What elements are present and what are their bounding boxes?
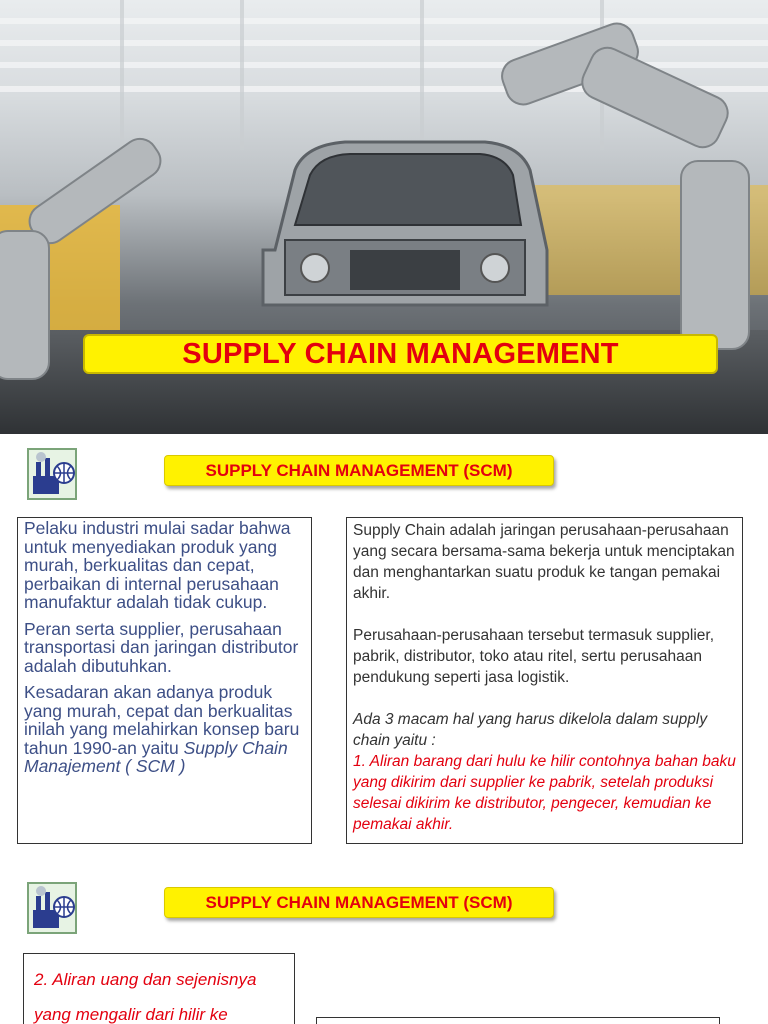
paragraph [24, 683, 305, 776]
list-item: 2. Aliran uang dan sejenisnya yang mengalir dari hilir ke [34, 970, 257, 1024]
ceiling-rail [240, 0, 244, 150]
paragraph-text: Kesadaran akan adanya produk yang murah, cepat dan berkualitas inilah yang melahirkan konsep baru tahun 1990-an yaitu [24, 682, 300, 758]
ceiling-rail [420, 0, 424, 150]
factory-photo [0, 0, 768, 434]
robot-base-right [680, 160, 750, 350]
scm-term: Supply Chain Manajement ( SCM ) [24, 737, 288, 776]
section-header [164, 455, 554, 486]
ceiling-beam [0, 40, 768, 46]
car-body-frame [255, 130, 555, 320]
list-item: 1. Aliran barang dari hulu ke hilir contohnya bahan baku yang dikirim dari supplier ke pabrik, setelah produksi selesai dikirim ke distributor, pengecer, kemudian ke pemakai akhir. [353, 753, 736, 833]
slide-title: SUPPLY CHAIN MANAGEMENT [182, 337, 619, 370]
factory-globe-icon [27, 448, 77, 500]
section-header [164, 887, 554, 918]
ceiling-beam [0, 18, 768, 24]
section-header-text: SUPPLY CHAIN MANAGEMENT (SCM) [205, 460, 513, 480]
right-text-box [346, 517, 743, 844]
right-text-box-2 [316, 1017, 720, 1024]
paragraph: Ada 3 macam hal yang harus dikelola dalam supply chain yaitu : [353, 711, 708, 749]
robot-base-left [0, 230, 50, 380]
section-header-text: SUPPLY CHAIN MANAGEMENT (SCM) [205, 892, 513, 912]
left-text-box [17, 517, 312, 844]
ceiling-rail [120, 0, 124, 150]
paragraph: Supply Chain adalah jaringan perusahaan-perusahaan yang secara bersama-sama bekerja untuk menciptakan dan menghantarkan suatu produk ke tangan pemakai akhir. [353, 522, 735, 602]
paragraph: Peran serta supplier, perusahaan transportasi dan jaringan distributor adalah dibutuhkan. [24, 618, 299, 676]
paragraph: Pelaku industri mulai sadar bahwa untuk menyediakan produk yang murah, berkualitas dan cepat, perbaikan di internal perusahaan manufaktur adalah tidak cukup. [24, 518, 291, 612]
paragraph: Perusahaan-perusahaan tersebut termasuk supplier, pabrik, distributor, toko atau ritel, sertu perusahaan pendukung seperti jasa logistik. [353, 627, 715, 686]
factory-globe-icon [27, 882, 77, 934]
slide-title-banner [83, 334, 718, 374]
left-text-box-2 [23, 953, 295, 1024]
